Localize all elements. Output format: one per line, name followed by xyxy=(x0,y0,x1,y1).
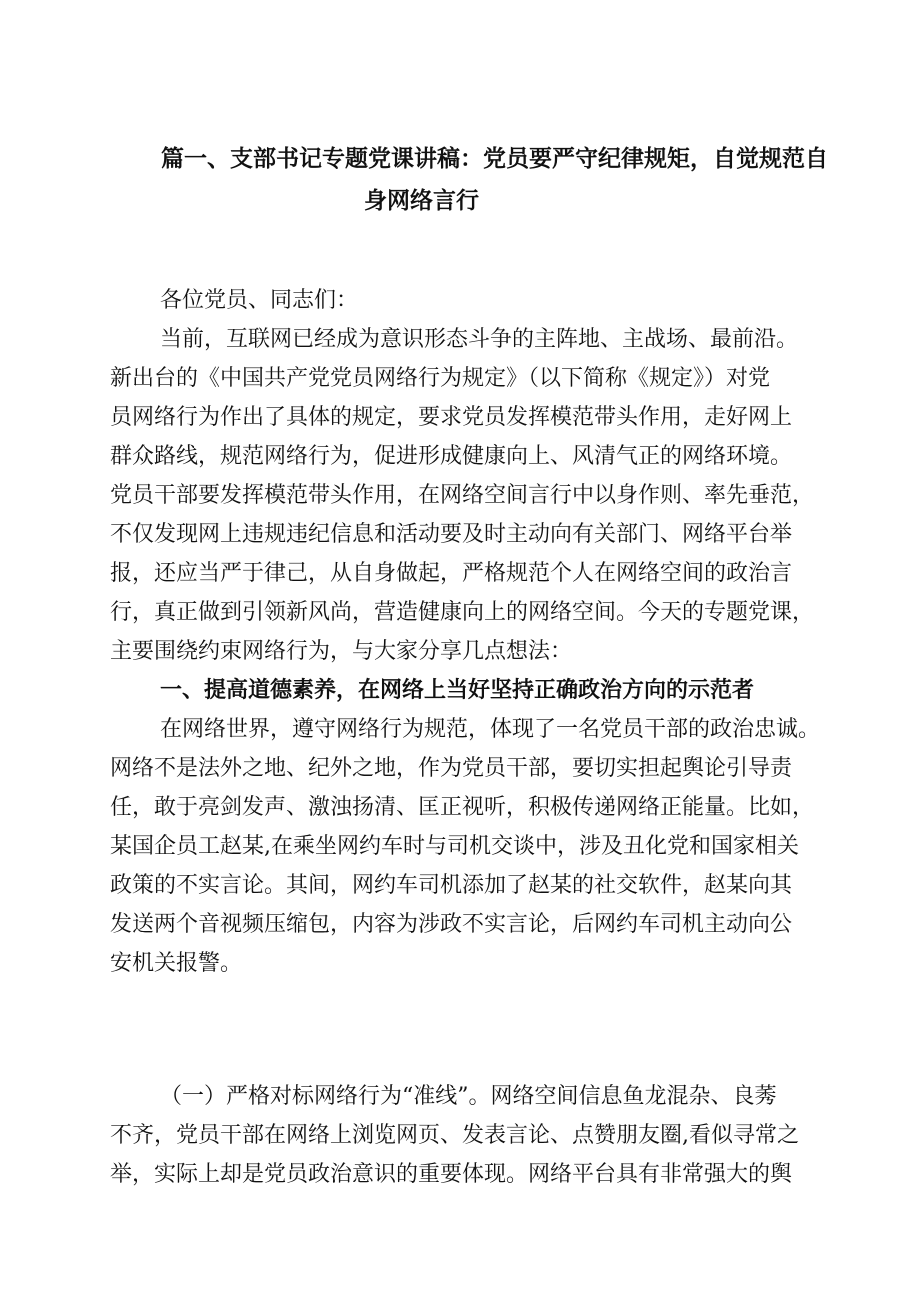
document-title xyxy=(110,138,850,222)
paragraph-line: 举，实际上却是党员政治意识的重要体现。网络平台具有非常强大的舆 xyxy=(110,1162,793,1187)
paragraph-line: 行，真正做到引领新风尚，营造健康向上的网络空间。今天的专题党课， xyxy=(110,600,815,625)
paragraph-line: 任，敢于亮剑发声、激浊扬清、匡正视听，积极传递网络正能量。比如， xyxy=(110,795,815,820)
paragraph-line: 安机关报警。 xyxy=(110,951,243,976)
paragraph-line: 某国企员工赵某,在乘坐网约车时与司机交谈中，涉及丑化党和国家相关 xyxy=(110,834,799,859)
section-heading: 一、提高道德素养，在网络上当好坚持正确政治方向的示范者 xyxy=(160,678,755,703)
salutation: 各位党员、同志们： xyxy=(160,288,359,313)
paragraph-line: 新出台的《中国共产党党员网络行为规定》（以下简称《规定》）对党 xyxy=(110,366,771,391)
paragraph-line: （一）严格对标网络行为“准线”。网络空间信息鱼龙混杂、良莠 xyxy=(160,1084,777,1109)
paragraph-line: 网络不是法外之地、纪外之地，作为党员干部，要切实担起舆论引导责 xyxy=(110,756,793,781)
paragraph-line: 报，还应当严于律己，从自身做起，严格规范个人在网络空间的政治言 xyxy=(110,561,793,586)
paragraph-line: 员网络行为作出了具体的规定，要求党员发挥模范带头作用，走好网上 xyxy=(110,405,793,430)
intro-block xyxy=(110,281,830,983)
paragraph-line: 发送两个音视频压缩包，内容为涉政不实言论，后网约车司机主动向公 xyxy=(110,912,793,937)
paragraph-line: 政策的不实言论。其间，网约车司机添加了赵某的社交软件，赵某向其 xyxy=(110,873,793,898)
paragraph-line: 不仅发现网上违规违纪信息和活动要及时主动向有关部门、网络平台举 xyxy=(110,522,793,547)
paragraph-line: 不齐，党员干部在网络上浏览网页、发表言论、点赞朋友圈,看似寻常之 xyxy=(110,1123,799,1148)
title-line-2: 身网络言行 xyxy=(364,188,479,214)
title-line-1: 篇一、支部书记专题党课讲稿：党员要严守纪律规矩，自觉规范自 xyxy=(161,146,828,172)
paragraph-line: 群众路线，规范网络行为，促进形成健康向上、风清气正的网络环境。 xyxy=(110,444,793,469)
paragraph-line: 在网络世界，遵守网络行为规范，体现了一名党员干部的政治忠诚。 xyxy=(160,717,821,742)
paragraph-line: 主要围绕约束网络行为，与大家分享几点想法： xyxy=(110,639,573,664)
paragraph-line: 当前，互联网已经成为意识形态斗争的主阵地、主战场、最前沿。 xyxy=(160,327,799,352)
subsection-block xyxy=(110,1077,830,1194)
paragraph-line: 党员干部要发挥模范带头作用，在网络空间言行中以身作则、率先垂范， xyxy=(110,483,815,508)
